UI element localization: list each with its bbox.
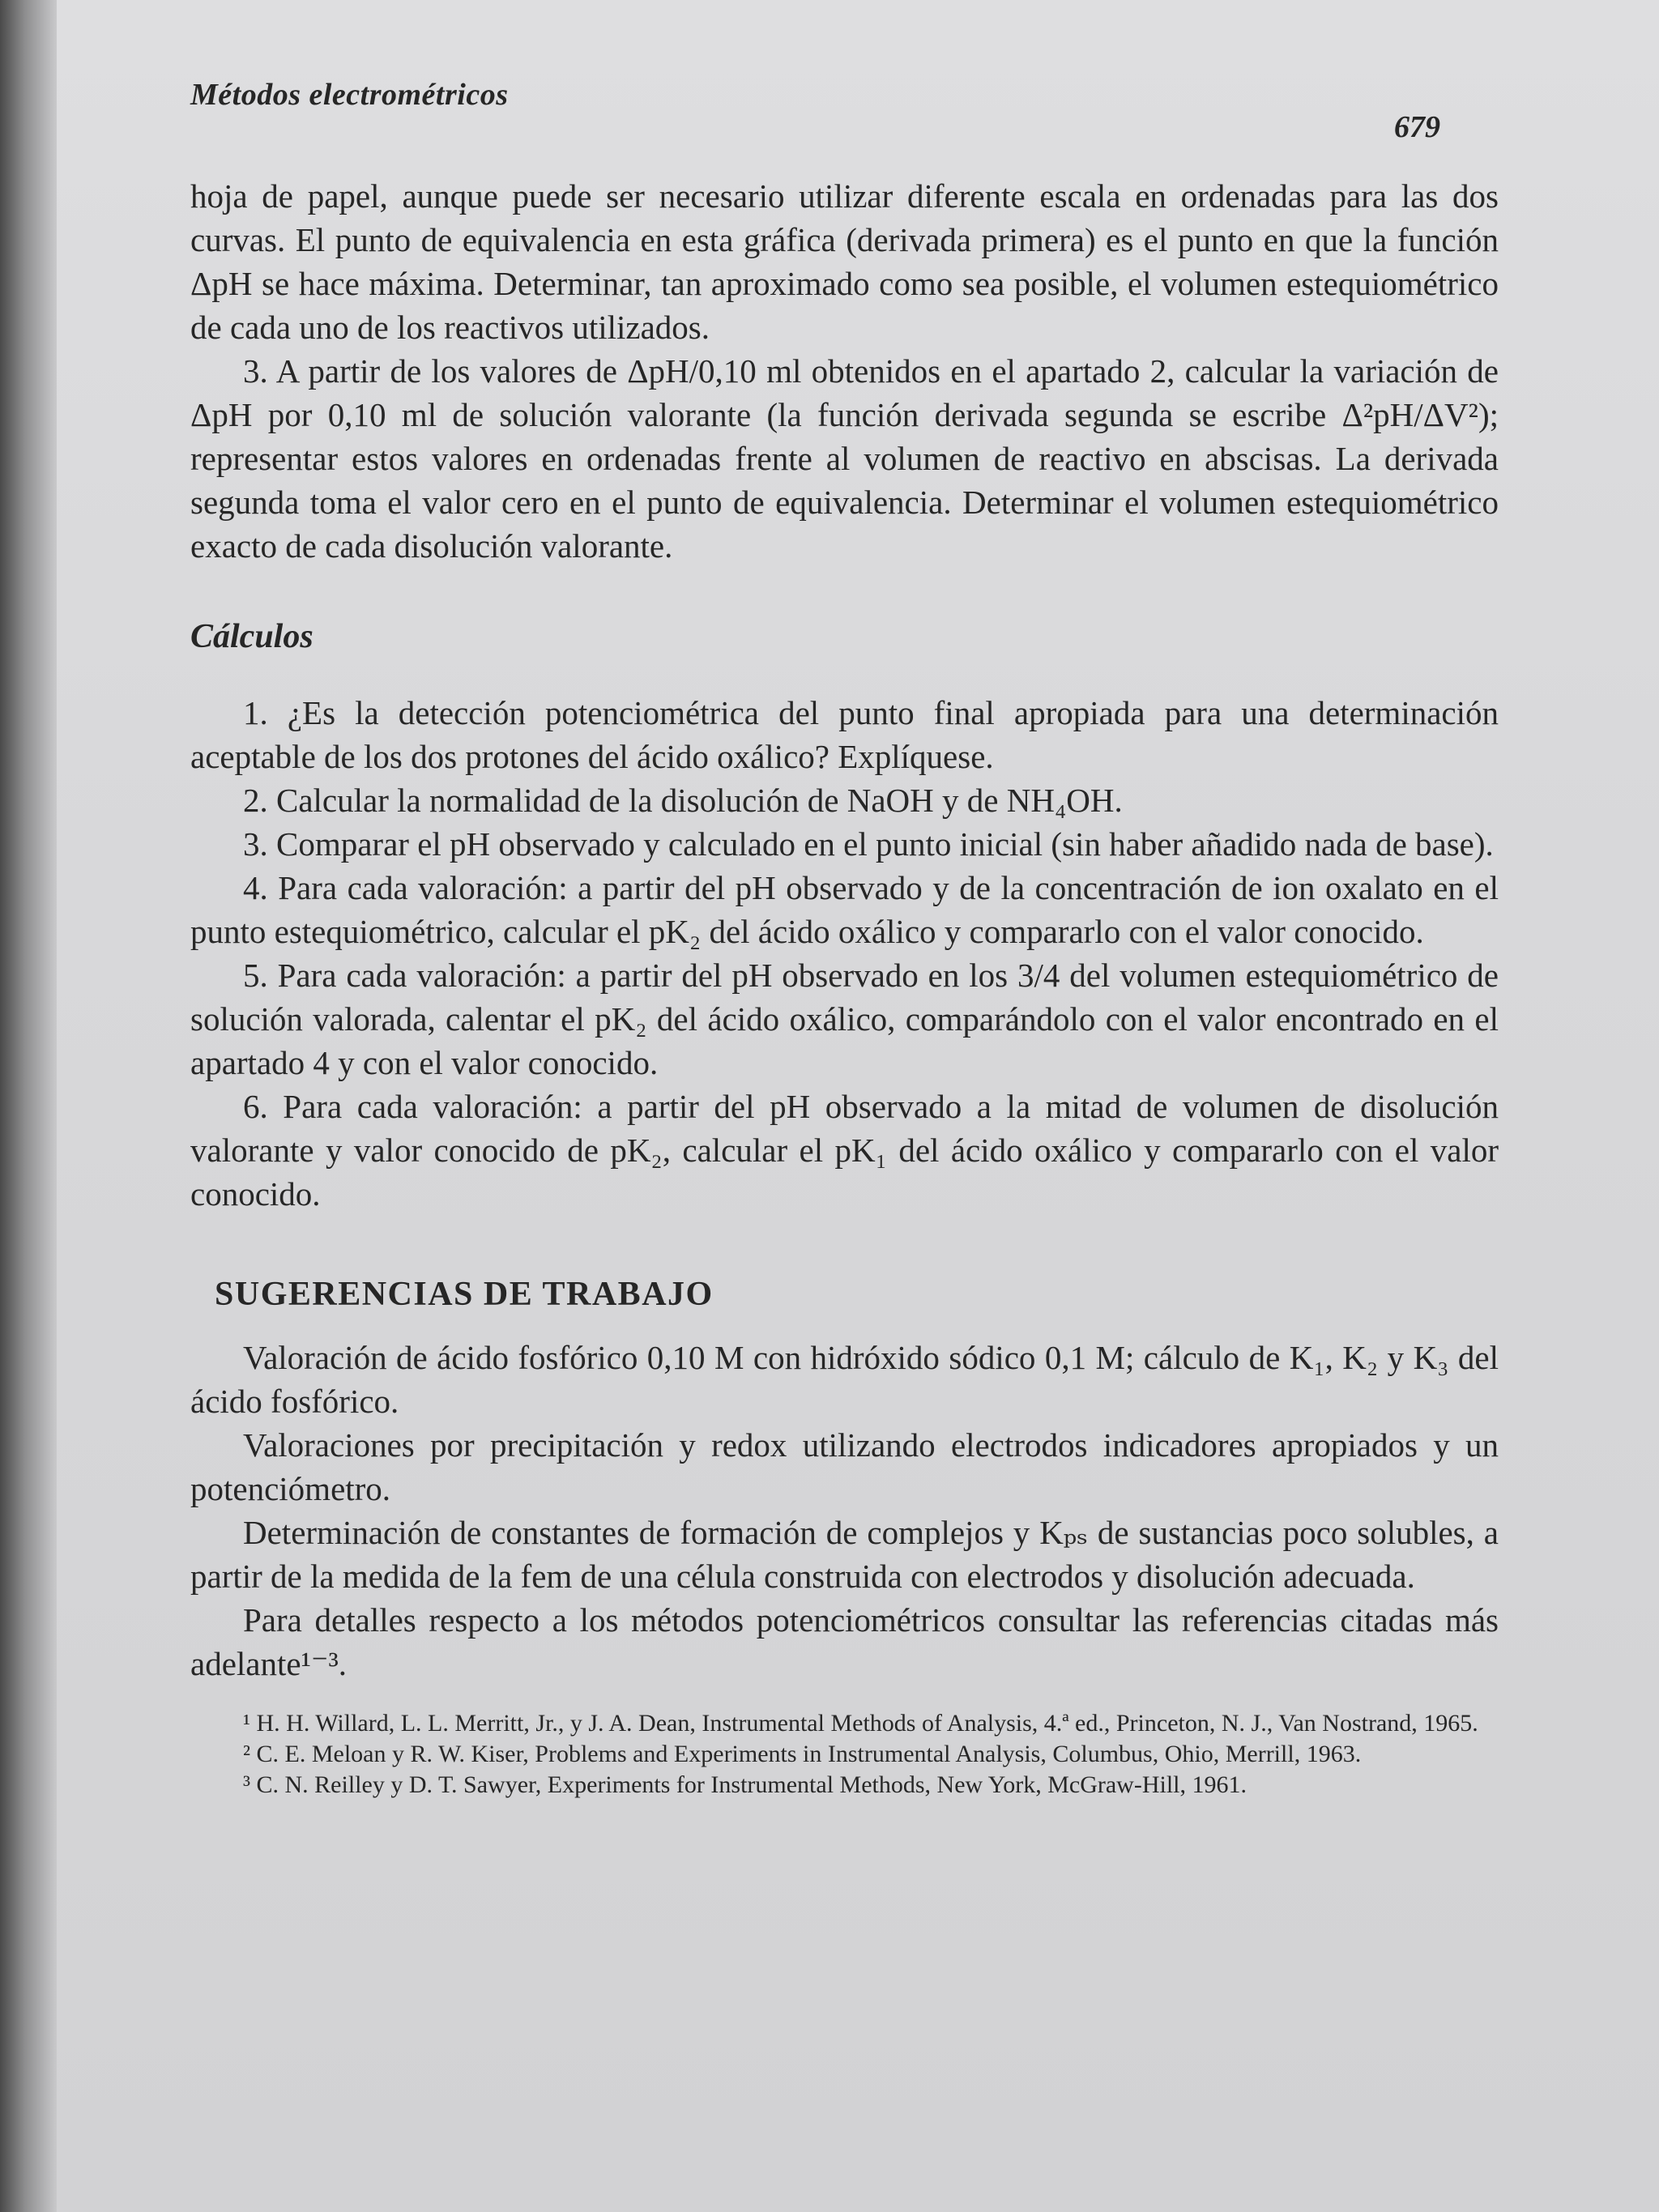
sugerencias-heading: SUGERENCIAS DE TRABAJO: [215, 1276, 714, 1313]
sugerencias-paragraph-1: Valoración de ácido fosfórico 0,10 M con hidróxido sódico 0,1 M; cálculo de K₁, K₂ y K₃ del ácido fosfórico.: [190, 1339, 1499, 1420]
footnotes: [190, 1708, 1499, 1801]
page-body: [190, 174, 1499, 1801]
intro-paragraph-1: hoja de papel, aunque puede ser necesario utilizar diferente escala en ordenadas para las dos curvas. El punto de equivalencia en esta gráfica (derivada primera) es el punto en que la función ΔpH se hace máxima. Determinar, tan aproximado como sea posible, el volumen estequiométrico de cada uno de los reactivos utilizados.: [190, 177, 1499, 346]
sugerencias-paragraph-2: Valoraciones por precipitación y redox utilizando electrodos indicadores apropiados y un potenciómetro.: [190, 1426, 1499, 1507]
calculos-item-3: 3. Comparar el pH observado y calculado en el punto inicial (sin haber añadido nada de base).: [243, 825, 1494, 863]
footnote-2: ² C. E. Meloan y R. W. Kiser, Problems and Experiments in Instrumental Analysis, Columbus, Ohio, Merrill, 1963.: [243, 1741, 1362, 1767]
book-page: [57, 0, 1659, 2212]
calculos-item-5: 5. Para cada valoración: a partir del pH observado en los 3/4 del volumen estequiométrico de solución valorada, calentar el pK₂ del ácido oxálico, comparándolo con el valor encontrado en el apartado 4 y con el valor conocido.: [190, 957, 1499, 1081]
footnote-1: ¹ H. H. Willard, L. L. Merritt, Jr., y J. A. Dean, Instrumental Methods of Analysis, 4.ª ed., Princeton, N. J., Van Nostrand, 1965.: [243, 1710, 1478, 1737]
sugerencias-paragraph-3: Determinación de constantes de formación de complejos y Kₚₛ de sustancias poco solubles, a partir de la medida de la fem de una célula construida con electrodos y disolución adecuada.: [190, 1514, 1499, 1595]
intro-paragraph-2: 3. A partir de los valores de ΔpH/0,10 ml obtenidos en el apartado 2, calcular la variación de ΔpH por 0,10 ml de solución valorante (la función derivada segunda se escribe Δ²pH/ΔV²); representar estos valores en ordenadas frente al volumen de reactivo en abscisas. La derivada segunda toma el valor cero en el punto de equivalencia. Determinar el volumen estequiométrico exacto de cada disolución valorante.: [190, 352, 1499, 565]
calculos-item-1: 1. ¿Es la detección potenciométrica del punto final apropiada para una determinación aceptable de los dos protones del ácido oxálico? Explíquese.: [190, 694, 1499, 775]
calculos-item-6: 6. Para cada valoración: a partir del pH observado a la mitad de volumen de disolución valorante y valor conocido de pK₂, calcular el pK₁ del ácido oxálico y compararlo con el valor conocido.: [190, 1088, 1499, 1213]
running-head: Métodos electrométricos: [190, 78, 509, 112]
sugerencias-paragraph-4: Para detalles respecto a los métodos potenciométricos consultar las referencias citadas más adelante¹⁻³.: [190, 1601, 1499, 1682]
book-gutter-shadow: [0, 0, 57, 2212]
page-number: 679: [1394, 110, 1440, 144]
footnote-3: ³ C. N. Reilley y D. T. Sawyer, Experiments for Instrumental Methods, New York, McGraw-Hill, 1961.: [243, 1771, 1247, 1798]
calculos-heading: Cálculos: [190, 618, 313, 655]
calculos-item-4: 4. Para cada valoración: a partir del pH observado y de la concentración de ion oxalato en el punto estequiométrico, calcular el pK₂ del ácido oxálico y compararlo con el valor conocido.: [190, 869, 1499, 950]
calculos-item-2: 2. Calcular la normalidad de la disolución de NaOH y de NH₄OH.: [243, 782, 1123, 819]
